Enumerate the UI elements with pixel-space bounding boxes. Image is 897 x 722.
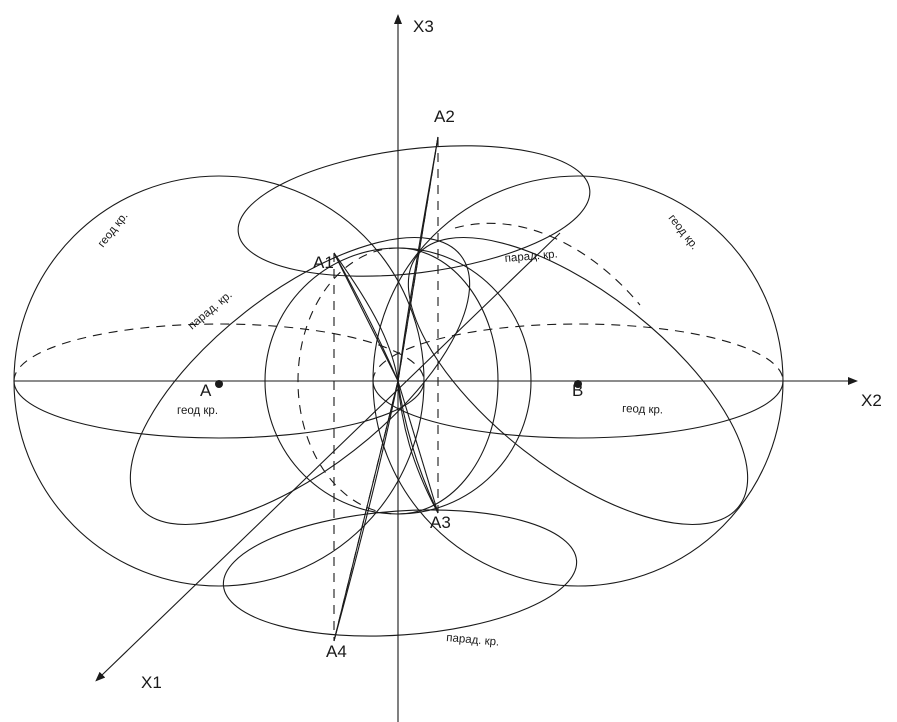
curve-label-geod-right-center: геод кр. (621, 403, 664, 417)
point-label-a4: A4 (326, 642, 347, 661)
geodetic-circle-right-back (455, 223, 640, 305)
sphere-right-equator-back (373, 324, 783, 381)
point-label-b: B (572, 381, 584, 400)
curve-label-parad-upper-left: парад. кр. (186, 288, 235, 333)
point-label-a1: A1 (313, 253, 334, 272)
point-label-a3: A3 (430, 513, 451, 532)
curve-label-parad-upper-right: парад. кр. (504, 248, 559, 265)
point-label-a2: A2 (434, 107, 455, 126)
curve-label-geod-left-center: геод кр. (177, 405, 219, 417)
sphere-left-equator-back (14, 324, 424, 381)
curve-label-geod-upper-right: геод кр. (665, 212, 701, 253)
parallel-circle-lower (219, 499, 581, 647)
axis-label-x1: X1 (141, 673, 162, 692)
axis-label-x3: X3 (413, 17, 434, 36)
parallel-circle-upper (231, 128, 597, 294)
curve-label-parad-lower: парад. кр. (445, 632, 500, 649)
axis-label-x2: X2 (861, 391, 882, 410)
point-dot-a (215, 380, 223, 388)
curve-label-geod-upper-left: геод кр. (95, 210, 131, 250)
point-label-a: A (200, 381, 212, 400)
axis-x1 (101, 233, 560, 676)
sphere-left-equator-front (14, 381, 424, 438)
